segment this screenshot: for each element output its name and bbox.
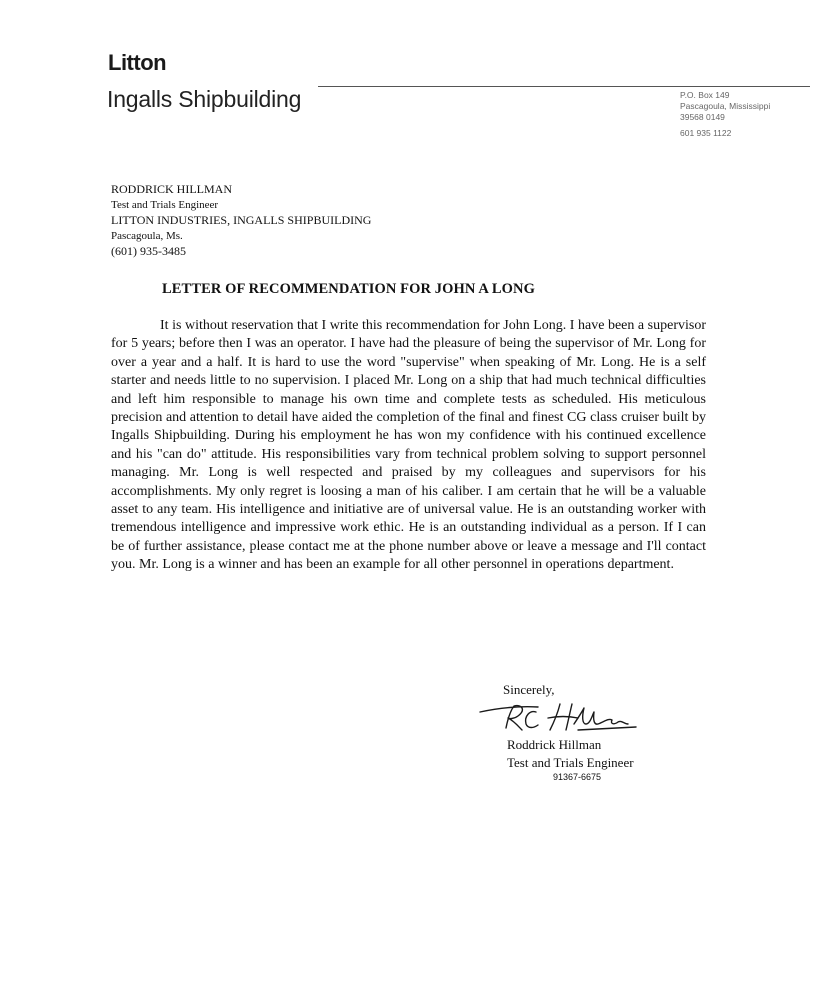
sender-company: LITTON INDUSTRIES, INGALLS SHIPBUILDING	[111, 213, 372, 227]
sender-title: Test and Trials Engineer	[111, 198, 219, 211]
letterhead-contact	[680, 90, 770, 139]
sender-name: RODDRICK HILLMAN	[111, 182, 232, 196]
sender-phone: (601) 935-3485	[111, 244, 186, 258]
contact-phone: 601 935 1122	[680, 128, 732, 138]
signer-name: Roddrick Hillman	[507, 737, 602, 752]
signature	[478, 694, 638, 738]
sender-city: Pascagoula, Ms.	[111, 229, 183, 242]
contact-line: P.O. Box 149	[680, 90, 730, 100]
contact-line: 39568 0149	[680, 112, 725, 122]
contact-line: Pascagoula, Mississippi	[680, 101, 771, 111]
signer-number: 91367-6675	[553, 772, 602, 782]
company-name: Ingalls Shipbuilding	[107, 86, 302, 112]
company-logo: Litton	[108, 50, 167, 75]
letter-body: It is without reservation that I write this recommendation for John Long. I have been a supervisor for 5 years; before then I was an operator. I have had the pleasure of being the supervisor of Mr. Long for over a year and a half. It is hard to use the word "supervise" when speaking of Mr. Long. He is a self starter and needs little to no supervision. I placed Mr. Long on a ship that had much technical difficulties and left him responsible to manage his own time and complete tests as scheduled. His meticulous precision and attention to detail have aided the completion of the final and finest CG class cruiser built by Ingalls Shipbuilding. During his employment he has won my confidence with his continued excellence and his "can do" attitude. His responsibilities vary from technical problem solving to support personnel managing. Mr. Long is well respected and praised by my colleagues and supervisors for his accomplishments. My only regret is loosing a man of his caliber. I am certain that he will be a valuable asset to any team. His intelligence and initiative are of universal value. He is an outstanding worker with tremendous intelligence and impressive work ethic. He is an outstanding individual as a person. If I can be of further assistance, please contact me at the phone number above or leave a message and I'll contact you. Mr. Long is a winner and has been an example for all other personnel in operations department.	[111, 318, 706, 573]
letter-title: LETTER OF RECOMMENDATION FOR JOHN A LONG	[162, 281, 535, 297]
closing-salutation: Sincerely,	[503, 682, 555, 697]
letterhead-rule	[318, 86, 810, 87]
sender-block	[111, 182, 371, 260]
signer-title: Test and Trials Engineer	[507, 755, 634, 770]
